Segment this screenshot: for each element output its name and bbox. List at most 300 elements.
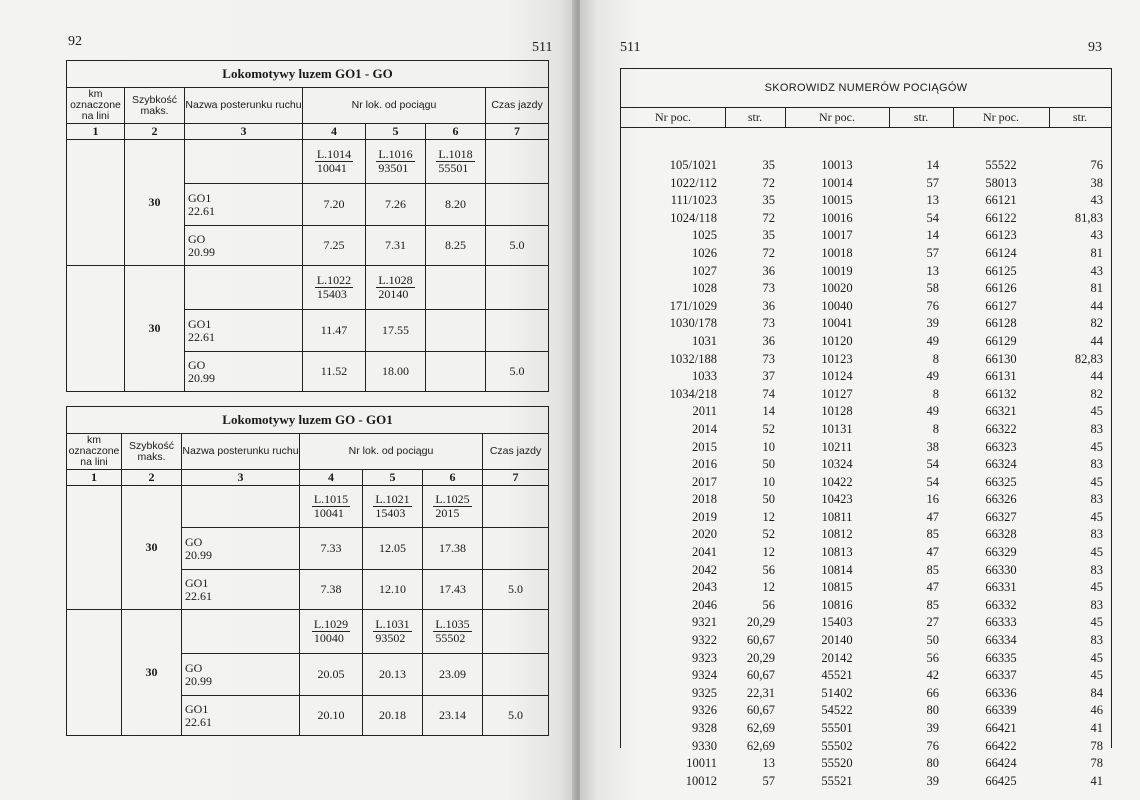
time-value: 23.09 (423, 654, 483, 696)
col-number: 4 (303, 124, 366, 140)
index-cell: 76 (926, 738, 939, 753)
run-time: 5.0 (483, 696, 549, 736)
index-cell: 2019 (692, 509, 717, 524)
header-speed: Szybkość maks. (125, 88, 185, 124)
index-cell: 10019 (821, 263, 853, 278)
time-value: 23.14 (423, 696, 483, 736)
index-cell: 66337 (985, 668, 1017, 683)
index-cell: 14 (926, 228, 939, 243)
index-cell: 1022/112 (670, 175, 717, 190)
index-cell: 66127 (985, 298, 1017, 313)
section-title: Lokomotywy luzem GO1 - GO (67, 61, 549, 88)
header-time: Czas jazdy (483, 434, 549, 470)
index-cell: 66327 (985, 509, 1017, 524)
index-cell: 66130 (985, 351, 1017, 366)
index-cell: 55522 (985, 158, 1017, 172)
index-cell: 10816 (821, 597, 853, 612)
index-cell: 10016 (821, 210, 853, 225)
index-cell: 83 (1090, 457, 1103, 472)
index-cell: 56 (762, 597, 775, 612)
index-cell: 83 (1090, 597, 1103, 612)
index-cell: 49 (926, 333, 939, 348)
speed-cell: 30 (122, 486, 182, 610)
time-value: 20.18 (363, 696, 423, 736)
time-value: 12.10 (363, 570, 423, 610)
train-number: $\frac{L.1022}{15403}$ (303, 266, 366, 310)
index-cell: 20142 (821, 650, 853, 665)
index-cell: 66132 (985, 386, 1017, 401)
time-value: 7.25 (303, 226, 366, 266)
col-number: 7 (483, 470, 549, 486)
index-cell: 39 (926, 773, 939, 788)
index-cell: 46 (1090, 703, 1103, 718)
station-name: GO1 22.61 (182, 570, 300, 610)
train-number: $\frac{L.1021}{15403}$ (363, 486, 423, 528)
km-cell (67, 610, 122, 736)
index-cell: 2018 (692, 492, 717, 507)
index-cell: 66124 (985, 245, 1017, 260)
index-cell: 41 (1090, 721, 1103, 735)
col2-pages (889, 157, 939, 790)
index-cell: 81 (1090, 245, 1103, 260)
index-cell: 2041 (692, 545, 717, 560)
index-cell: 58013 (985, 175, 1017, 190)
index-cell: 83 (1090, 492, 1103, 507)
train-empty (426, 266, 486, 310)
time-value: 17.43 (423, 570, 483, 610)
right-running-number: 511 (620, 40, 641, 55)
index-cell: 45 (1090, 509, 1103, 524)
index-cell: 66321 (985, 404, 1017, 419)
index-cell: 76 (926, 298, 939, 313)
col-number: 4 (300, 470, 363, 486)
index-cell: 45 (1090, 668, 1103, 683)
index-cell: 10018 (821, 245, 853, 260)
index-cell: 13 (926, 263, 939, 278)
index-cell: 66339 (985, 703, 1017, 718)
index-cell: 55501 (821, 721, 853, 735)
index-cell: 10815 (821, 580, 853, 595)
index-cell: 82,83 (1074, 351, 1103, 366)
index-cell: 74 (762, 386, 775, 401)
index-cell: 44 (1090, 298, 1103, 313)
time-empty (486, 266, 549, 310)
station-name: GO 20.99 (185, 226, 303, 266)
index-cell: 45 (1090, 474, 1103, 489)
index-cell: 50 (762, 492, 775, 507)
time-value: 20.10 (300, 696, 363, 736)
index-cell: 66121 (985, 193, 1017, 208)
index-cell: 13 (762, 756, 775, 771)
index-cell: 49 (926, 404, 939, 419)
index-cell: 81 (1090, 281, 1103, 296)
index-cell: 55521 (821, 773, 853, 788)
index-cell: 2042 (692, 562, 717, 577)
index-cell: 35 (762, 158, 775, 172)
index-cell: 10124 (821, 369, 853, 384)
index-cell: 58 (926, 281, 939, 296)
index-cell: 9322 (692, 633, 717, 648)
index-cell: 10127 (821, 386, 853, 401)
index-cell: 66 (926, 685, 939, 700)
index-cell: 10011 (686, 756, 717, 771)
index-cell: 9325 (692, 685, 717, 700)
index-cell: 55502 (821, 738, 853, 753)
index-cell: 43 (1090, 228, 1103, 243)
col-number: 1 (67, 124, 125, 140)
index-cell: 1024/118 (670, 210, 717, 225)
left-page-number: 92 (68, 34, 82, 49)
header-station: Nazwa posterunku ruchu (185, 88, 303, 124)
train-number: $\frac{L.1035}{55502}$ (423, 610, 483, 654)
index-cell: 10324 (821, 457, 853, 472)
index-cell: 76 (1090, 158, 1103, 172)
index-cell: 10128 (821, 404, 853, 419)
index-cell: 10017 (821, 228, 853, 243)
index-cell: 20,29 (746, 615, 775, 630)
index-cell: 66329 (985, 545, 1017, 560)
index-cell: 52 (762, 421, 775, 436)
index-cell: 49 (926, 369, 939, 384)
index-cell: 83 (1090, 562, 1103, 577)
time-value: 17.55 (366, 310, 426, 352)
index-cell: 45521 (821, 668, 853, 683)
index-cell: 111/1023 (670, 193, 717, 208)
index-cell: 1033 (692, 369, 717, 384)
index-cell: 66324 (985, 457, 1017, 472)
index-cell: 1028 (692, 281, 717, 296)
index-cell: 12 (762, 580, 775, 595)
index-cell: 66424 (985, 756, 1017, 771)
station-name: GO 20.99 (182, 654, 300, 696)
index-cell: 66122 (985, 210, 1017, 225)
time-empty (483, 610, 549, 654)
index-cell: 20140 (821, 633, 853, 648)
index-cell: 66123 (985, 228, 1017, 243)
index-cell: 10813 (821, 545, 853, 560)
index-cell: 84 (1090, 685, 1103, 700)
index-cell: 60,67 (746, 703, 775, 718)
index-cell: 1027 (692, 263, 717, 278)
index-cell: 8 (932, 351, 939, 366)
index-cell: 41 (1090, 773, 1103, 788)
index-cell: 78 (1090, 756, 1103, 771)
header-station: Nazwa posterunku ruchu (182, 434, 300, 470)
index-cell: 47 (926, 545, 939, 560)
index-cell: 8 (932, 386, 939, 401)
col-number: 5 (363, 470, 423, 486)
index-cell: 66126 (985, 281, 1017, 296)
index-cell: 82 (1090, 386, 1103, 401)
index-cell: 45 (1090, 650, 1103, 665)
time-value: 20.13 (363, 654, 423, 696)
col-number: 3 (185, 124, 303, 140)
index-cell: 10040 (821, 298, 853, 313)
col-number: 2 (122, 470, 182, 486)
index-cell: 10123 (821, 351, 853, 366)
index-cell: 60,67 (746, 633, 775, 648)
station-empty (182, 610, 300, 654)
index-cell: 10120 (821, 333, 853, 348)
index-cell: 38 (926, 439, 939, 454)
section-title: Lokomotywy luzem GO - GO1 (67, 407, 549, 434)
header-str: str. (747, 110, 763, 124)
index-cell: 10041 (821, 316, 853, 331)
index-cell: 50 (762, 457, 775, 472)
index-cell: 2046 (692, 597, 717, 612)
index-cell: 66332 (985, 597, 1017, 612)
index-cell: 66322 (985, 421, 1017, 436)
time-value: 7.38 (300, 570, 363, 610)
station-name: GO 20.99 (182, 528, 300, 570)
index-cell: 27 (926, 615, 939, 630)
index-cell: 1034/218 (669, 386, 717, 401)
run-time (486, 310, 549, 352)
col-number: 3 (182, 470, 300, 486)
index-cell: 66125 (985, 263, 1017, 278)
run-time (483, 528, 549, 570)
index-cell: 2014 (692, 421, 717, 436)
time-value: 8.20 (426, 184, 486, 226)
index-cell: 57 (762, 773, 775, 788)
index-cell: 54 (926, 210, 939, 225)
index-cell: 14 (762, 404, 775, 419)
index-cell: 16 (926, 492, 939, 507)
index-cell: 66335 (985, 650, 1017, 665)
index-cell: 10814 (821, 562, 853, 577)
index-cell: 66336 (985, 685, 1017, 700)
index-cell: 66334 (985, 633, 1017, 648)
header-km: km oznaczone na lini (67, 434, 122, 470)
index-cell: 10 (762, 439, 775, 454)
header-nr-poc: Nr poc. (655, 110, 691, 124)
index-cell: 13 (926, 193, 939, 208)
index-cell: 2017 (692, 474, 717, 489)
index-cell: 57 (926, 245, 939, 260)
station-empty (182, 486, 300, 528)
index-cell: 66323 (985, 439, 1017, 454)
index-cell: 39 (926, 316, 939, 331)
index-cell: 44 (1090, 369, 1103, 384)
index-cell: 66333 (985, 615, 1017, 630)
index-cell: 45 (1090, 545, 1103, 560)
index-cell: 36 (762, 263, 775, 278)
index-cell: 73 (762, 351, 775, 366)
col-number: 6 (423, 470, 483, 486)
index-cell: 1025 (692, 228, 717, 243)
header-nr-poc: Nr poc. (983, 110, 1019, 124)
index-cell: 43 (1090, 263, 1103, 278)
index-cell: 60,67 (746, 668, 775, 683)
time-value: 7.31 (366, 226, 426, 266)
col3-pages (1049, 157, 1103, 790)
index-cell: 9323 (692, 650, 717, 665)
col2-train-numbers (785, 157, 889, 790)
index-cell: 36 (762, 333, 775, 348)
index-cell: 78 (1090, 738, 1103, 753)
index-cell: 2011 (692, 404, 717, 419)
time-value: 11.52 (303, 352, 366, 392)
index-cell: 56 (762, 562, 775, 577)
index-cell: 1031 (692, 333, 717, 348)
index-cell: 105/1021 (669, 158, 717, 172)
timetable-go-go1 (66, 406, 549, 736)
speed-cell: 30 (125, 266, 185, 392)
index-cell: 66330 (985, 562, 1017, 577)
index-header-row (621, 107, 1111, 128)
index-cell: 85 (926, 527, 939, 542)
index-cell: 8 (932, 421, 939, 436)
speed-cell: 30 (125, 140, 185, 266)
index-cell: 45 (1090, 615, 1103, 630)
index-cell: 10015 (821, 193, 853, 208)
index-cell: 14 (926, 158, 939, 172)
index-cell: 39 (926, 721, 939, 735)
col-number: 1 (67, 470, 122, 486)
col3-train-numbers (953, 157, 1049, 790)
header-train-no: Nr lok. od pociągu (300, 434, 483, 470)
index-cell: 54 (926, 474, 939, 489)
train-number: $\frac{L.1025}{2015}$ (423, 486, 483, 528)
time-value (426, 352, 486, 392)
index-cell: 44 (1090, 333, 1103, 348)
index-cell: 171/1029 (669, 298, 717, 313)
index-cell: 10423 (821, 492, 853, 507)
station-empty (185, 140, 303, 184)
index-cell: 66328 (985, 527, 1017, 542)
time-empty (486, 140, 549, 184)
index-cell: 10811 (821, 509, 853, 524)
col1-train-numbers (621, 157, 717, 790)
index-cell: 42 (926, 668, 939, 683)
timetable-go1-go (66, 60, 549, 392)
time-value: 17.38 (423, 528, 483, 570)
station-name: GO 20.99 (185, 352, 303, 392)
index-cell: 10013 (821, 158, 853, 172)
index-cell: 72 (762, 175, 775, 190)
index-cell: 72 (762, 245, 775, 260)
index-cell: 10422 (821, 474, 853, 489)
index-cell: 9321 (692, 615, 717, 630)
index-cell: 62,69 (746, 721, 775, 735)
index-cell: 62,69 (746, 738, 775, 753)
index-cell: 66131 (985, 369, 1017, 384)
station-name: GO1 22.61 (182, 696, 300, 736)
index-cell: 15403 (821, 615, 853, 630)
index-cell: 66325 (985, 474, 1017, 489)
left-running-number: 511 (532, 40, 553, 55)
station-empty (185, 266, 303, 310)
index-cell: 2016 (692, 457, 717, 472)
index-cell: 55520 (821, 756, 853, 771)
train-number: $\frac{L.1015}{10041}$ (300, 486, 363, 528)
time-value: 7.33 (300, 528, 363, 570)
header-nr-poc: Nr poc. (819, 110, 855, 124)
index-cell: 54 (926, 457, 939, 472)
index-cell: 66128 (985, 316, 1017, 331)
time-value: 7.20 (303, 184, 366, 226)
index-cell: 56 (926, 650, 939, 665)
index-cell: 2020 (692, 527, 717, 542)
index-cell: 83 (1090, 421, 1103, 436)
index-cell: 80 (926, 703, 939, 718)
index-cell: 85 (926, 597, 939, 612)
index-cell: 66331 (985, 580, 1017, 595)
index-cell: 66129 (985, 333, 1017, 348)
index-cell: 9330 (692, 738, 717, 753)
index-cell: 50 (926, 633, 939, 648)
time-value: 8.25 (426, 226, 486, 266)
index-cell: 10812 (821, 527, 853, 542)
time-value: 11.47 (303, 310, 366, 352)
index-cell: 43 (1090, 193, 1103, 208)
time-value: 18.00 (366, 352, 426, 392)
index-cell: 72 (762, 210, 775, 225)
time-value: 20.05 (300, 654, 363, 696)
km-cell (67, 266, 125, 392)
index-cell: 20,29 (746, 650, 775, 665)
col-number: 5 (366, 124, 426, 140)
index-cell: 35 (762, 228, 775, 243)
speed-cell: 30 (122, 610, 182, 736)
index-cell: 10014 (821, 175, 853, 190)
station-name: GO1 22.61 (185, 184, 303, 226)
index-cell: 10 (762, 474, 775, 489)
run-time: 5.0 (486, 226, 549, 266)
km-cell (67, 140, 125, 266)
col1-pages (725, 157, 775, 790)
index-cell: 51402 (821, 685, 853, 700)
index-cell: 12 (762, 545, 775, 560)
index-cell: 80 (926, 756, 939, 771)
index-cell: 10131 (821, 421, 853, 436)
index-cell: 82 (1090, 316, 1103, 331)
index-cell: 37 (762, 369, 775, 384)
index-cell: 35 (762, 193, 775, 208)
index-cell: 83 (1090, 527, 1103, 542)
train-number: $\frac{L.1018}{55501}$ (426, 140, 486, 184)
index-cell: 57 (926, 175, 939, 190)
time-value (426, 310, 486, 352)
index-cell: 1026 (692, 245, 717, 260)
index-cell: 22,31 (746, 685, 775, 700)
header-train-no: Nr lok. od pociągu (303, 88, 486, 124)
index-cell: 10211 (821, 439, 853, 454)
index-cell: 1030/178 (669, 316, 717, 331)
index-cell: 38 (1090, 175, 1103, 190)
train-number: $\frac{L.1031}{93502}$ (363, 610, 423, 654)
index-cell: 45 (1090, 580, 1103, 595)
station-name: GO1 22.61 (185, 310, 303, 352)
km-cell (67, 486, 122, 610)
index-cell: 73 (762, 316, 775, 331)
header-str: str. (913, 110, 929, 124)
index-cell: 66425 (985, 773, 1017, 788)
col-number: 6 (426, 124, 486, 140)
run-time (486, 184, 549, 226)
time-value: 7.26 (366, 184, 426, 226)
index-cell: 66422 (985, 738, 1017, 753)
index-cell: 45 (1090, 439, 1103, 454)
train-number: $\frac{L.1014}{10041}$ (303, 140, 366, 184)
train-number: $\frac{L.1016}{93501}$ (366, 140, 426, 184)
train-number: $\frac{L.1029}{10040}$ (300, 610, 363, 654)
index-cell: 1032/188 (669, 351, 717, 366)
index-cell: 12 (762, 509, 775, 524)
time-value: 12.05 (363, 528, 423, 570)
header-km: km oznaczone na lini (67, 88, 125, 124)
index-cell: 2043 (692, 580, 717, 595)
